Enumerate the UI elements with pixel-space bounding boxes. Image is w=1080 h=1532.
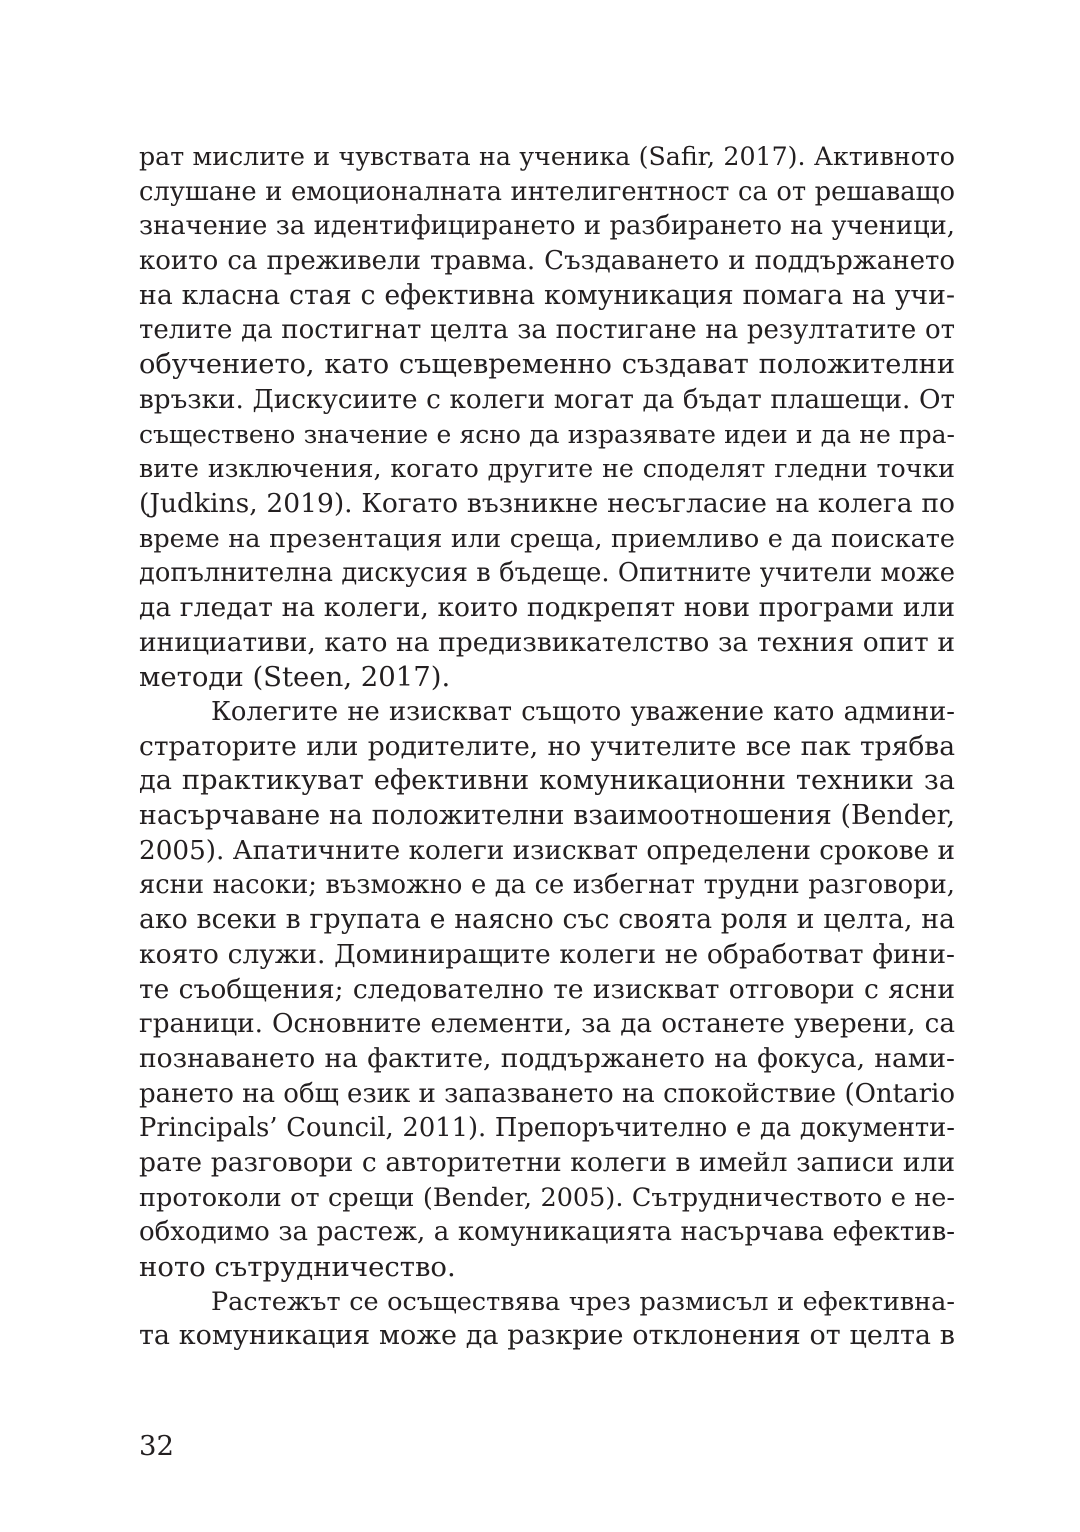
text-line: Растежът се осъществява чрез размисъл и ефективна- (211, 1286, 955, 1317)
text-line: обходимо за растеж, а комуникацията насърчава ефектив- (139, 1217, 955, 1248)
text-line: слушане и емоционалната интелигентност са от решаващо (139, 176, 955, 207)
page-number: 32 (139, 1430, 174, 1462)
text-line: Principals’ Council, 2011). Препоръчително е да документи- (139, 1113, 955, 1144)
text-line: протоколи от срещи (Bender, 2005). Сътрудничеството е не- (139, 1182, 955, 1213)
paragraph (139, 1285, 955, 1354)
text-line: страторите или родителите, но учителите все пак трябва (139, 730, 955, 762)
text-line: на класна стая с ефективна комуникация помага на учи- (139, 279, 955, 311)
text-line: които са преживели травма. Създаването и поддържането (139, 246, 955, 277)
text-line: та комуникация може да разкрие отклонения от целта в (139, 1320, 955, 1352)
body-text (139, 140, 955, 1354)
text-line: методи (Steen, 2017). (139, 661, 451, 694)
text-line: насърчаване на положителни взаимоотношения (Bender, (139, 800, 955, 832)
text-line: да практикуват ефективни комуникационни техники за (139, 765, 955, 797)
text-line: връзки. Дискусиите с колеги могат да бъдат плашещи. От (139, 384, 955, 415)
text-line: допълнителна дискусия в бъдеще. Опитните учители може (139, 558, 955, 589)
text-line: телите да постигнат целта за постигане на резултатите от (139, 315, 955, 346)
text-line: 2005). Апатичните колеги изискват определени срокове и (139, 835, 955, 866)
text-line: която служи. Доминиращите колеги не обработват фини- (139, 938, 955, 970)
text-line: рат мислите и чувствата на ученика (Safir, 2017). Активното (139, 142, 955, 171)
text-line: граници. Основните елементи, за да останете уверени, са (139, 1009, 955, 1040)
text-line: ясни насоки; възможно е да се избегнат трудни разговори, (139, 870, 955, 901)
text-line: вите изключения, когато другите не споделят гледни точки (139, 454, 955, 484)
text-line: рането на общ език и запазването на спокойствие (Ontario (139, 1078, 955, 1109)
text-line: обучението, като същевременно създават положителни (139, 349, 955, 381)
text-line: познаването на фактите, поддържането на фокуса, нами- (139, 1042, 955, 1074)
text-line: съществено значение е ясно да изразявате идеи и да не пра- (139, 419, 955, 449)
text-line: те съобщения; следователно те изискват отговори с ясни (139, 973, 955, 1005)
paragraph (139, 695, 955, 1285)
text-line: време на презентация или среща, приемливо е да поискате (139, 523, 955, 554)
text-line: ако всеки в групата е наясно със своята роля и целта, на (139, 904, 955, 936)
paragraph (139, 140, 955, 695)
text-line: рате разговори с авторитетни колеги в имейл записи или (139, 1146, 955, 1178)
text-line: инициативи, като на предизвикателство за техния опит и (139, 626, 955, 658)
text-line: да гледат на колеги, които подкрепят нови програми или (139, 591, 955, 623)
text-line: Колегите не изискват същото уважение като админи- (211, 697, 955, 727)
text-line: ното сътрудничество. (139, 1251, 456, 1283)
text-line: (Judkins, 2019). Когато възникне несъгласие на колега по (139, 487, 955, 519)
text-line: значение за идентифицирането и разбирането на ученици, (139, 211, 955, 242)
